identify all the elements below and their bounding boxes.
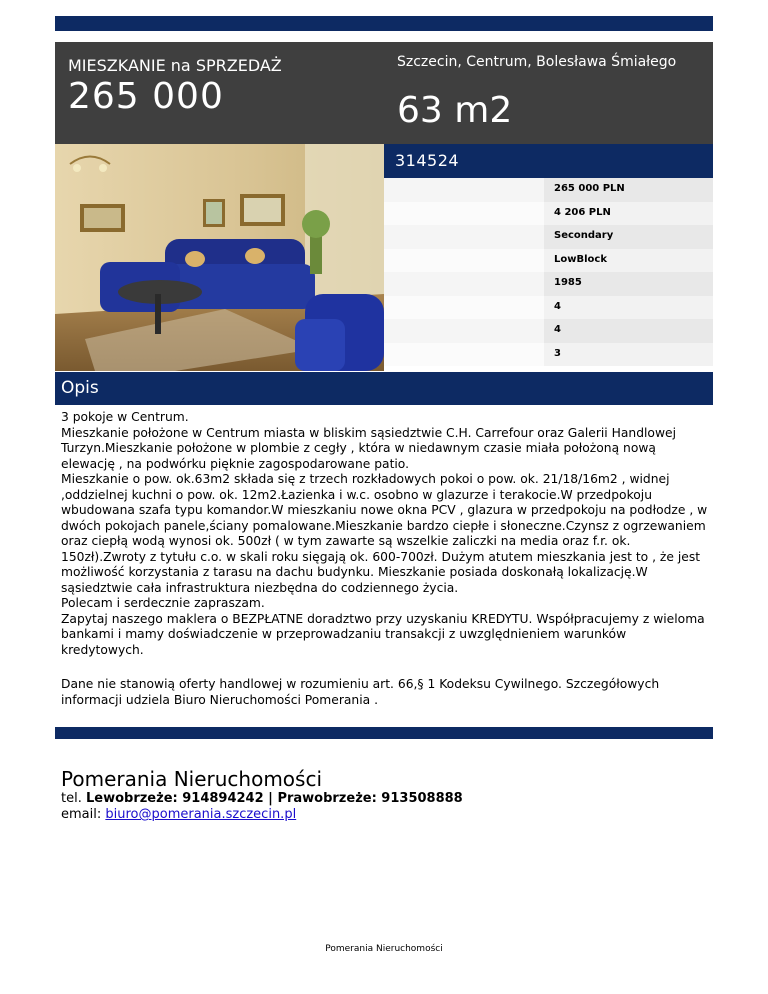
phone-numbers: Lewobrzeże: 914894242 | Prawobrzeże: 913508888 bbox=[85, 791, 463, 806]
disclaimer-text: Dane nie stanowią oferty handlowej w rozumieniu art. 66,§ 1 Kodeksu Cywilnego. Szczegółowych informacji udziela Biuro Nieruchomości Pomerania . bbox=[61, 677, 660, 707]
detail-value: 4 bbox=[554, 324, 561, 335]
email-link[interactable]: biuro@pomerania.szczecin.pl bbox=[105, 807, 297, 822]
detail-value: 265 000 PLN bbox=[554, 183, 625, 194]
email-line bbox=[61, 807, 463, 823]
location: Szczecin, Centrum, Bolesława Śmiałego bbox=[397, 54, 677, 70]
description-title-bar bbox=[55, 372, 713, 405]
apartment-photo bbox=[55, 144, 384, 371]
details-row bbox=[384, 178, 713, 202]
top-accent-bar bbox=[55, 16, 713, 31]
agency-name: Pomerania Nieruchomości bbox=[61, 767, 323, 791]
agency-contact bbox=[61, 791, 463, 823]
detail-value: LowBlock bbox=[554, 253, 607, 265]
detail-value: 4 bbox=[554, 300, 561, 312]
details-row bbox=[384, 225, 713, 249]
detail-value: Secondary bbox=[554, 230, 614, 241]
phone-label: tel. bbox=[61, 791, 82, 806]
listing-id-bar bbox=[384, 144, 713, 178]
details-table bbox=[384, 178, 713, 366]
details-row bbox=[384, 296, 713, 320]
price: 265 000 bbox=[68, 76, 224, 117]
details-row bbox=[384, 272, 713, 296]
listing-id: 314524 bbox=[395, 151, 460, 170]
details-row bbox=[384, 202, 713, 226]
area: 63 m2 bbox=[397, 90, 513, 131]
phone-line bbox=[61, 791, 463, 807]
description-text: 3 pokoje w Centrum. Mieszkanie położone w Centrum miasta w bliskim sąsiedztwie C.H. Carrefour oraz Galerii Handlowej Turzyn.Mieszkanie położone w plombie z cegły , która w niedawnym czasie miała położoną nową elewację , na podwórku pięknie zagospodarowane patio. Mieszkanie o pow. ok.63m2 składa się z trzech rozkładowych pokoi o pow. ok. 21/18/16m2 , widnej ,oddzielnej kuchni o pow. ok. 12m2.Łazienka i w.c. osobno w glazurze i terakocie.W przedpokoju wbudowana szafa typu komandor.W mieszkaniu nowe okna PCV , glazura w przedpokoju na podłodze , w dwóch pokojach panele,ściany pomalowane.Mieszkanie bardzo ciepłe i słoneczne.Czynsz z ogrzewaniem oraz ciepłą wodą wynosi ok. 500zł ( w tym zawarte są wszelkie zaliczki na media oraz f.r. ok. 150zł).Zwroty z tytułu c.o. w skali roku sięgają ok. 600-700zł. Dużym atutem mieszkania jest to , że jest możliwość korzystania z tarasu na dachu budynku. Mieszkanie posiada doskonałą lokalizację.W sąsiedztwie cała infrastruktura niezbędna do codziennego życia. Polecam i serdecznie zapraszam. Zapytaj naszego maklera o BEZPŁATNE doradztwo przy uzyskaniu KREDYTU. Współpracujemy z wieloma bankami i mamy doświadczenie w przeprowadzaniu transakcji z uwzględnieniem warunków kredytowych. bbox=[61, 410, 708, 657]
detail-value: 4 206 PLN bbox=[554, 206, 611, 218]
offer-type: MIESZKANIE na SPRZEDAŻ bbox=[68, 56, 282, 75]
description-title: Opis bbox=[61, 378, 99, 398]
details-row bbox=[384, 249, 713, 273]
email-label: email: bbox=[61, 807, 102, 822]
bottom-accent-bar bbox=[55, 727, 713, 739]
page-footer: Pomerania Nieruchomości bbox=[325, 944, 443, 954]
detail-value: 1985 bbox=[554, 277, 582, 288]
details-row bbox=[384, 319, 713, 343]
listing-header bbox=[55, 42, 713, 144]
detail-value: 3 bbox=[554, 347, 561, 359]
details-row bbox=[384, 343, 713, 367]
